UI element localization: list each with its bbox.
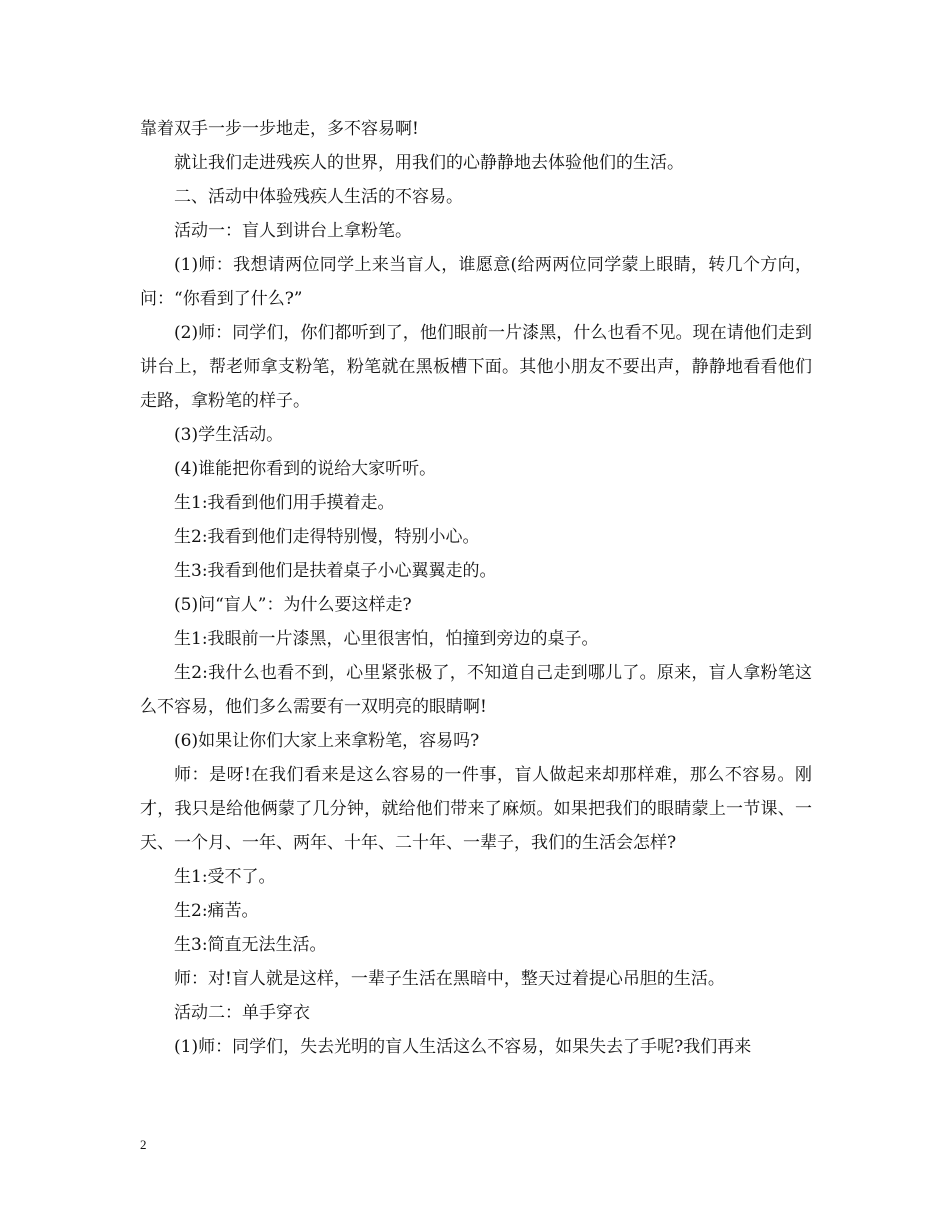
paragraph: (5)问“盲人”：为什么要这样走? <box>174 595 412 615</box>
paragraph: 师：是呀!在我们看来是这么容易的一件事，盲人做起来却那样难，那么不容易。刚才，我只是给他俩蒙了几分钟，就给他们带来了麻烦。如果把我们的眼睛蒙上一节课、一天、一个月、一年、两年、十年、二十年、一辈子，我们的生活会怎样? <box>140 765 812 853</box>
paragraph: (1)师：同学们，失去光明的盲人生活这么不容易，如果失去了手呢?我们再来 <box>174 1037 752 1057</box>
paragraph: 生3:简直无法生活。 <box>174 935 327 955</box>
paragraph: (1)师：我想请两位同学上来当盲人，谁愿意(给两两位同学蒙上眼睛，转几个方向，问：“你看到了什么?” <box>140 255 812 309</box>
paragraph: (3)学生活动。 <box>174 425 284 445</box>
paragraph: 生2:我什么也看不到，心里紧张极了，不知道自己走到哪儿了。原来，盲人拿粉笔这么不容易，他们多么需要有一双明亮的眼睛啊! <box>140 663 812 717</box>
section-heading: 二、活动中体验残疾人生活的不容易。 <box>174 187 463 207</box>
paragraph: 生2:痛苦。 <box>174 901 259 921</box>
page-number: 2 <box>140 1137 147 1152</box>
document-body <box>140 112 812 1064</box>
paragraph: 生2:我看到他们走得特别慢，特别小心。 <box>174 527 480 547</box>
paragraph: (6)如果让你们大家上来拿粉笔，容易吗? <box>174 731 480 751</box>
paragraph: 生1:受不了。 <box>174 867 276 887</box>
paragraph: (4)谁能把你看到的说给大家听听。 <box>174 459 437 479</box>
paragraph: 就让我们走进残疾人的世界，用我们的心静静地去体验他们的生活。 <box>174 153 684 173</box>
paragraph: 生1:我眼前一片漆黑，心里很害怕，怕撞到旁边的桌子。 <box>174 629 599 649</box>
paragraph: 生3:我看到他们是扶着桌子小心翼翼走的。 <box>174 561 497 581</box>
paragraph: 师：对!盲人就是这样，一辈子生活在黑暗中，整天过着提心吊胆的生活。 <box>174 969 725 989</box>
paragraph: 靠着双手一步一步地走，多不容易啊! <box>140 119 419 139</box>
paragraph: 生1:我看到他们用手摸着走。 <box>174 493 395 513</box>
activity-heading: 活动二：单手穿衣 <box>174 1003 310 1023</box>
activity-heading: 活动一：盲人到讲台上拿粉笔。 <box>174 221 412 241</box>
paragraph: (2)师：同学们，你们都听到了，他们眼前一片漆黑，什么也看不见。现在请他们走到讲台上，帮老师拿支粉笔，粉笔就在黑板槽下面。其他小朋友不要出声，静静地看看他们走路，拿粉笔的样子。 <box>140 323 812 411</box>
